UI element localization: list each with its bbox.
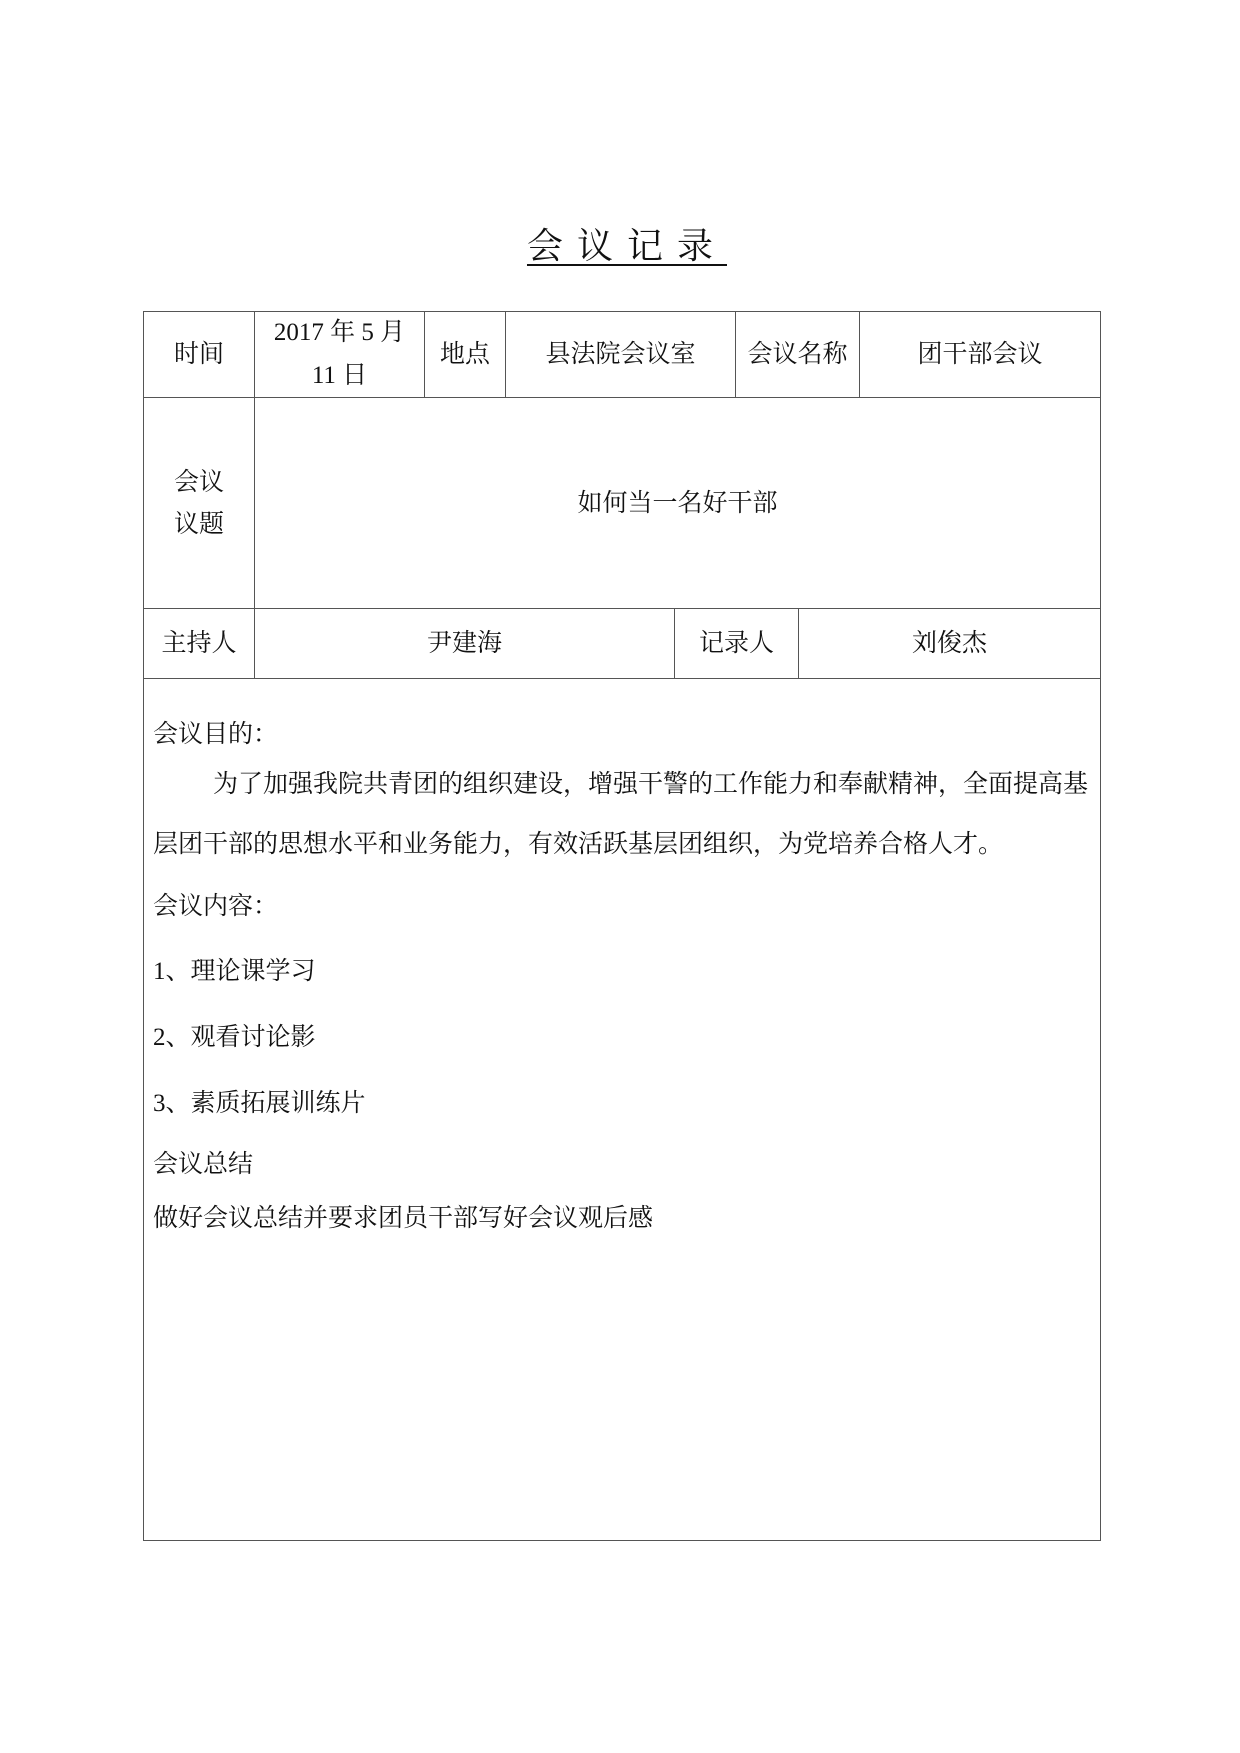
recorder-label-cell — [675, 609, 799, 678]
host-value-cell — [255, 609, 675, 678]
purpose-heading: 会议目的： — [153, 719, 279, 748]
host-label: 主持人 — [161, 628, 237, 658]
topic-value: 如何当一名好干部 — [577, 487, 778, 517]
place-label-cell — [425, 312, 506, 397]
meeting-name-label-cell — [736, 312, 860, 397]
place-value: 县法院会议室 — [545, 339, 696, 369]
document-title — [0, 218, 1240, 269]
summary-text: 做好会议总结并要求团员干部写好会议观后感 — [153, 1203, 654, 1232]
time-value-line1: 2017 年 5 月 — [273, 319, 406, 346]
content-item — [153, 1070, 1089, 1136]
content-heading: 会议内容： — [153, 891, 279, 920]
meeting-name-value: 团干部会议 — [917, 339, 1043, 369]
content-item-text: 、素质拓展训练片 — [165, 1088, 366, 1117]
topic-label-cell — [144, 398, 255, 608]
place-value-cell — [506, 312, 736, 397]
document-title-text: 会议记录 — [526, 226, 727, 267]
content-item — [153, 938, 1089, 1004]
time-label-cell — [144, 312, 255, 397]
content-item-number: 1 — [153, 958, 166, 985]
summary-heading: 会议总结 — [153, 1149, 254, 1178]
topic-label-line1: 会议 — [173, 466, 224, 496]
host-value: 尹建海 — [426, 628, 502, 658]
recorder-value-cell — [799, 609, 1100, 678]
topic-label-line2: 议题 — [173, 509, 224, 538]
content-item — [153, 1004, 1089, 1070]
meta-row — [144, 312, 1100, 398]
content-item-text: 、观看讨论影 — [165, 1022, 316, 1051]
meeting-name-label: 会议名称 — [747, 339, 848, 369]
time-value-line2: 11 日 — [311, 361, 368, 389]
time-value-cell — [255, 312, 425, 397]
content-item-number: 2 — [153, 1024, 166, 1051]
meeting-name-value-cell — [860, 312, 1100, 397]
recorder-value: 刘俊杰 — [911, 628, 987, 658]
time-label: 时间 — [173, 339, 224, 369]
meeting-body — [153, 714, 1089, 1238]
content-item-number: 3 — [153, 1090, 166, 1117]
recorder-label: 记录人 — [698, 628, 774, 658]
content-item-text: 、理论课学习 — [165, 956, 316, 985]
place-label: 地点 — [439, 339, 490, 369]
people-row — [144, 609, 1100, 679]
topic-value-cell — [255, 398, 1100, 608]
host-label-cell — [144, 609, 255, 678]
purpose-text: 为了加强我院共青团的组织建设，增强干警的工作能力和奉献精神，全面提高基层团干部的思想水平和业务能力，有效活跃基层团组织，为党培养合格人才。 — [153, 769, 1089, 858]
topic-row — [144, 398, 1100, 609]
